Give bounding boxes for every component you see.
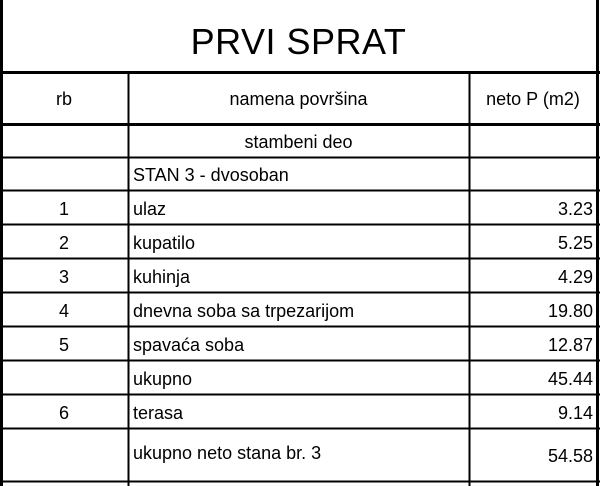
row-rb: 2 bbox=[58, 233, 69, 253]
row-area: 12.87 bbox=[547, 335, 593, 355]
row-area: 4.29 bbox=[557, 267, 593, 287]
header-rb: rb bbox=[55, 89, 72, 109]
row-rb: 3 bbox=[58, 267, 69, 287]
row-rb: 5 bbox=[58, 335, 69, 355]
row-name: spavaća soba bbox=[133, 335, 245, 355]
row-name: ulaz bbox=[133, 199, 167, 219]
section-label: stambeni deo bbox=[244, 132, 353, 152]
subtotal-area: 45.44 bbox=[547, 369, 593, 389]
row-rb: 4 bbox=[58, 301, 69, 321]
row-rb: 6 bbox=[58, 403, 69, 423]
unit-name: STAN 3 - dvosoban bbox=[133, 165, 289, 185]
subtotal-label: ukupno bbox=[133, 369, 193, 389]
total-area: 54.58 bbox=[547, 446, 593, 466]
header-name: namena površina bbox=[229, 89, 368, 109]
header-area: neto P (m2) bbox=[486, 89, 580, 109]
row-name: terasa bbox=[133, 403, 184, 423]
row-area: 9.14 bbox=[557, 403, 593, 423]
table-title: PRVI SPRAT bbox=[190, 21, 407, 62]
row-area: 3.23 bbox=[557, 199, 593, 219]
row-name: kuhinja bbox=[133, 267, 191, 287]
total-label: ukupno neto stana br. 3 bbox=[133, 443, 322, 463]
row-name: kupatilo bbox=[133, 233, 196, 253]
row-name: dnevna soba sa trpezarijom bbox=[133, 301, 355, 321]
row-area: 5.25 bbox=[557, 233, 593, 253]
row-area: 19.80 bbox=[547, 301, 593, 321]
row-rb: 1 bbox=[58, 199, 69, 219]
